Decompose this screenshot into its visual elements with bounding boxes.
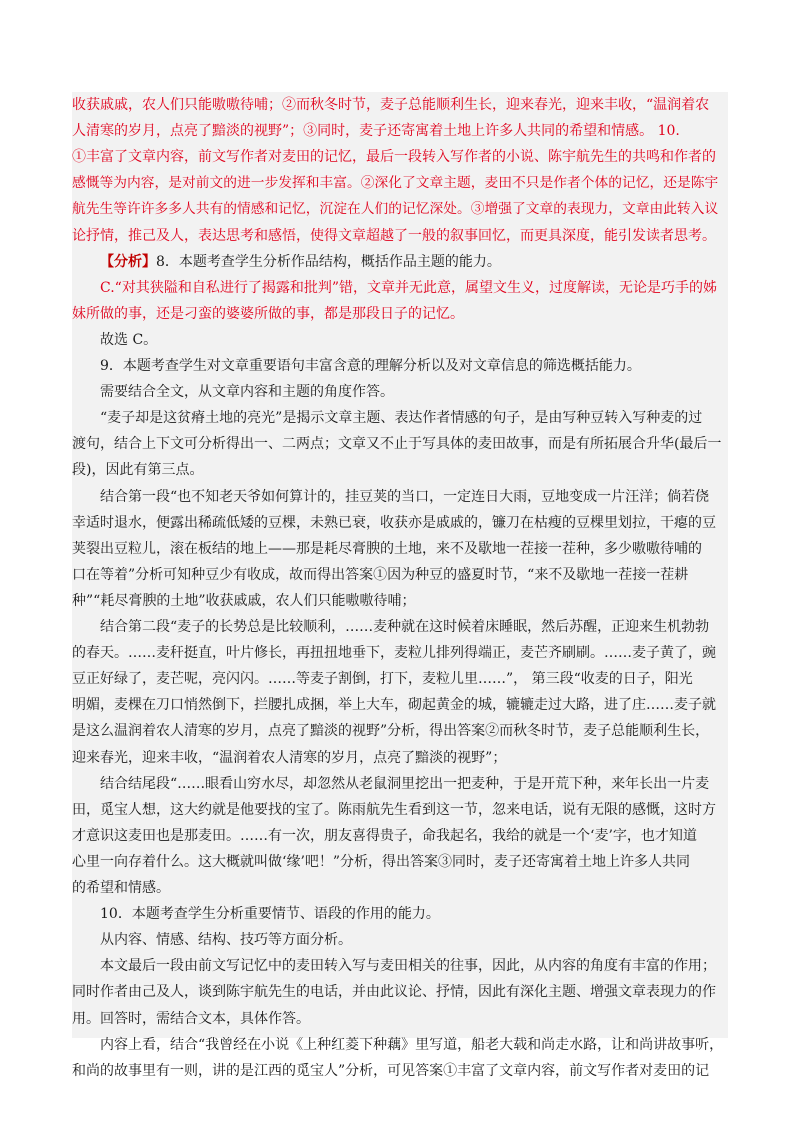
text-line: 的希望和情感。 — [72, 880, 170, 896]
text-line: 收获戚戚，农人们只能嗷嗷待哺；②而秋冬时节，麦子总能顺利生长，迎来春光，迎来丰收，“温润着农 — [72, 97, 710, 113]
text-line: 明媚，麦棵在刀口悄然倒下，拦腰扎成捆，举上大车，砌起黄金的城，辘辘走过大路，进了庄……麦子就 — [72, 697, 716, 714]
text-line: 口在等着”分析可知种豆少有收成，故而得出答案①因为种豆的盛夏时节，“来不及歇地一茬接一茬耕 — [72, 566, 689, 583]
text-line: 人清寒的岁月，点亮了黯淡的视野”；③同时，麦子还寄寓着土地上许多人共同的希望和情感。 10. — [72, 123, 680, 140]
text-line: 妹所做的事，还是刁蛮的婆婆所做的事，都是那段日子的记忆。 — [72, 305, 464, 322]
text-line: 10．本题考查学生分析重要情节、语段的作用的能力。 — [100, 906, 440, 923]
text-line: 结合第二段“麦子的长势总是比较顺利，……麦种就在这时候着床睡眠，然后苏醒，正迎来生机勃勃 — [100, 619, 710, 635]
text-line: 同时作者由己及人，谈到陈宇航先生的电话，并由此议论、抒情，因此有深化主题、增强文章表现力的作 — [72, 984, 716, 1001]
text-line: 航先生等许许多多人共有的情感和记忆，沉淀在人们的记忆深处。③增强了文章的表现力，文章由此转入议 — [72, 201, 719, 218]
text-line: 本文最后一段由前文写记忆中的麦田转入写与麦田相关的往事，因此，从内容的角度有丰富的作用； — [100, 958, 716, 975]
text-line: 9．本题考查学生对文章重要语句丰富含意的理解分析以及对文章信息的筛选概括能力。 — [100, 358, 641, 374]
text-line: 故选 C。 — [100, 331, 158, 348]
text-line: 是这么温润着农人清寒的岁月，点亮了黯淡的视野”分析，得出答案②而秋冬时节，麦子总能顺利生长， — [72, 723, 710, 740]
text-line: 从内容、情感、结构、技巧等方面分析。 — [100, 932, 352, 949]
text-line: 结合第一段“也不知老天爷如何算计的，挂豆荚的当口，一定连日大雨，豆地变成一片汪洋；倘若侥 — [100, 488, 710, 505]
analysis-text: 8．本题考查学生分析作品结构，概括作品主题的能力。 — [156, 253, 501, 270]
text-line: 用。回答时，需结合文本，具体作答。 — [72, 1010, 310, 1027]
answer-text-block — [72, 92, 728, 1079]
text-line — [100, 249, 728, 275]
text-line: 段)，因此有第三点。 — [72, 462, 204, 479]
text-line: 荚裂出豆粒儿，滚在板结的地上——那是耗尽膏腴的土地，来不及歇地一茬接一茬种，多少嗷嗷待哺的 — [72, 540, 702, 557]
text-line: 和尚的故事里有一则，讲的是江西的觅宝人”分析，可见答案①丰富了文章内容，前文写作者对麦田的记 — [72, 1062, 710, 1079]
text-line: 幸适时退水，便露出稀疏低矮的豆棵，未熟已衰，收获亦是戚戚的，镰刀在枯瘦的豆棵里划拉，干瘪的豆 — [72, 514, 716, 531]
text-line: 豆正好绿了，麦芒呢，亮闪闪。……等麦子割倒，打下，麦粒儿里……”， 第三段“收麦的日子，阳光 — [72, 671, 693, 688]
text-line: 的春天。……麦秆挺直，叶片修长，再扭扭地垂下，麦粒儿排列得端正，麦芒齐刷刷。……麦子黄了，豌 — [72, 645, 716, 662]
text-line: 论抒情，推己及人，表达思考和感悟，使得文章超越了一般的叙事回忆，而更具深度，能引发读者思考。 — [72, 227, 716, 244]
text-line: 才意识这麦田也是那麦田。……有一次，朋友喜得贵子，命我起名，我给的就是一个‘麦’字，也才知道 — [72, 827, 697, 844]
text-line: 需要结合全文，从文章内容和主题的角度作答。 — [100, 384, 394, 401]
text-line: 结合结尾段“……眼看山穷水尽，却忽然从老鼠洞里挖出一把麦种，于是开荒下种，来年长出一片麦 — [100, 775, 710, 792]
text-line: 心里一向存着什么。这大概就叫做‘缘’吧！”分析，得出答案③同时，麦子还寄寓着土地上许多人共同 — [72, 853, 691, 870]
text-line: 田，觅宝人想，这大约就是他要找的宝了。陈雨航先生看到这一节，忽来电话，说有无限的感慨，这时方 — [72, 801, 716, 818]
text-line: 内容上看，结合“我曾经在小说《上种红菱下种藕》里写道，船老大载和尚走水路，让和尚讲故事听， — [100, 1036, 724, 1053]
text-line: “麦子却是这贫瘠土地的亮光”是揭示文章主题、表达作者情感的句子，是由写种豆转入写种麦的过 — [100, 410, 703, 427]
text-line: 渡句，结合上下文可分析得出一、二两点；文章又不止于写具体的麦田故事，而是有所拓展合升华(最后一 — [72, 436, 722, 453]
text-line: 种”“耗尽膏腴的土地”收获戚戚，农人们只能嗷嗷待哺； — [72, 592, 416, 609]
analysis-tag: 【分析】 — [100, 253, 156, 270]
text-line: 感慨等为内容，是对前文的进一步发挥和丰富。②深化了文章主题，麦田不只是作者个体的记忆，还是陈宇 — [72, 175, 719, 192]
text-line: 迎来春光，迎来丰收，“温润着农人清寒的岁月，点亮了黯淡的视野”； — [72, 749, 507, 766]
text-line: C.“对其狭隘和自私进行了揭露和批判”错，文章并无此意，属望文生义，过度解读，无论是巧手的姊 — [100, 279, 717, 296]
text-line: ①丰富了文章内容，前文写作者对麦田的记忆，最后一段转入写作者的小说、陈宇航先生的共鸣和作者的 — [72, 149, 716, 166]
